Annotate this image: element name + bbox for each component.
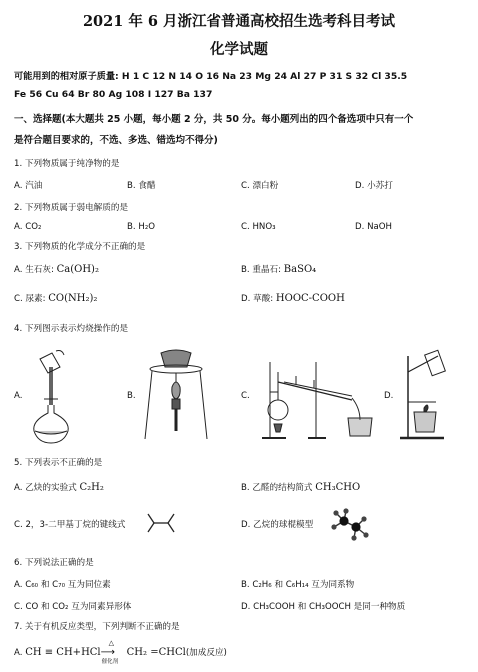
question-5-option-c: C. 2，3-二甲基丁烷的键线式 [14, 520, 126, 530]
question-3-option-a [14, 263, 99, 275]
question-3-stem: 3. 下列物质的化学成分不正确的是 [14, 242, 146, 252]
option-label: A. [14, 648, 26, 658]
question-3-option-d [241, 292, 345, 304]
question-5-option-d: D. 乙烷的球棍模型 [241, 520, 314, 530]
option-label: C. [241, 222, 253, 232]
option-label: D. 草酸: [241, 294, 276, 304]
option-label: B. 乙醛的结构简式 [241, 483, 316, 493]
question-3-option-c [14, 292, 97, 304]
question-6-option-d: D. CH₃COOH 和 CH₃OOCH 是同一种物质 [241, 602, 406, 612]
section-heading-line1: 一、选择题(本大题共 25 小题，每小题 2 分，共 50 分。每小题列出的四个备选项中只有一个 [14, 114, 414, 125]
formula: CH₃CHO [315, 482, 361, 493]
option-label: A. 生石灰: [14, 265, 57, 275]
exam-subtitle: 化学试题 [210, 41, 268, 58]
section-heading-line2: 是符合题目要求的，不选、多选、错选均不得分) [14, 135, 218, 146]
question-6-stem: 6. 下列说法正确的是 [14, 558, 94, 568]
arrow-glyph: ⟶ [100, 646, 115, 658]
condition-catalyst: 催化剂 [101, 658, 119, 665]
question-7-stem: 7. 关于有机反应类型，下列判断不正确的是 [14, 622, 180, 632]
skeletal-formula-2-3-dimethylbutane [146, 512, 176, 534]
exam-title: 2021 年 6 月浙江省普通高校招生选考科目考试 [82, 13, 396, 30]
question-4-option-a: A. [14, 391, 23, 401]
question-4-option-c: C. [241, 391, 250, 401]
ball-and-stick-model-ethane [330, 507, 370, 541]
question-1-option-b: B. 食醋 [127, 181, 156, 191]
question-6-option-a: A. C₆₀ 和 C₇₀ 互为同位素 [14, 580, 111, 590]
option-label: B. 重晶石: [241, 265, 284, 275]
question-4-option-d: D. [384, 391, 394, 401]
figure-distillation-apparatus [256, 352, 376, 440]
option-label: B. [127, 222, 139, 232]
atomic-masses-line2: Fe 56 Cu 64 Br 80 Ag 108 I 127 Ba 137 [14, 89, 213, 100]
question-3-option-b [241, 263, 316, 275]
condition-heat: △ [108, 638, 115, 647]
formula: NaOH [367, 222, 393, 232]
formula: CO₂ [25, 222, 42, 232]
figure-crucible-tripod [141, 347, 211, 443]
question-4-option-b: B. [127, 391, 136, 401]
formula: CO(NH₂)₂ [48, 293, 98, 304]
question-5-option-a [14, 481, 104, 493]
formula: C₂H₂ [79, 482, 104, 493]
question-6-option-b: B. C₂H₆ 和 C₆H₁₄ 互为同系物 [241, 580, 355, 590]
option-label: A. 乙炔的实验式 [14, 483, 80, 493]
formula: BaSO₄ [283, 264, 317, 275]
question-2-option-b [127, 222, 155, 232]
question-1-stem: 1. 下列物质属于纯净物的是 [14, 159, 120, 169]
formula: Ca(OH)₂ [56, 264, 99, 275]
question-2-option-a [14, 222, 41, 232]
option-label: C. 尿素: [14, 294, 49, 304]
question-7-option-a [14, 638, 227, 665]
reaction-type: (加成反应) [185, 648, 227, 658]
question-4-stem: 4. 下列图示表示灼烧操作的是 [14, 324, 129, 334]
question-2-option-c [241, 222, 276, 232]
product: CH₂ =CHCl [126, 647, 186, 658]
question-1-option-c: C. 漂白粉 [241, 181, 279, 191]
atomic-masses-line1: 可能用到的相对原子质量: H 1 C 12 N 14 O 16 Na 23 Mg 24 Al 27 P 31 S 32 Cl 35.5 [14, 71, 408, 82]
formula: HOOC-COOH [275, 293, 345, 304]
reaction-arrow [100, 638, 127, 665]
question-5-option-b [241, 481, 360, 493]
option-label: D. [355, 222, 368, 232]
figure-evaporation-stand [398, 352, 454, 442]
reactants: CH ≡ CH+HCl [25, 647, 101, 658]
formula: HNO₃ [252, 222, 276, 232]
question-2-stem: 2. 下列物质属于弱电解质的是 [14, 203, 129, 213]
question-1-option-a: A. 汽油 [14, 181, 43, 191]
figure-volumetric-flask [26, 345, 86, 445]
formula: H₂O [138, 222, 156, 232]
question-2-option-d [355, 222, 392, 232]
question-5-stem: 5. 下列表示不正确的是 [14, 458, 103, 468]
question-1-option-d: D. 小苏打 [355, 181, 393, 191]
option-label: A. [14, 222, 26, 232]
question-6-option-c: C. CO 和 CO₂ 互为同素异形体 [14, 602, 132, 612]
